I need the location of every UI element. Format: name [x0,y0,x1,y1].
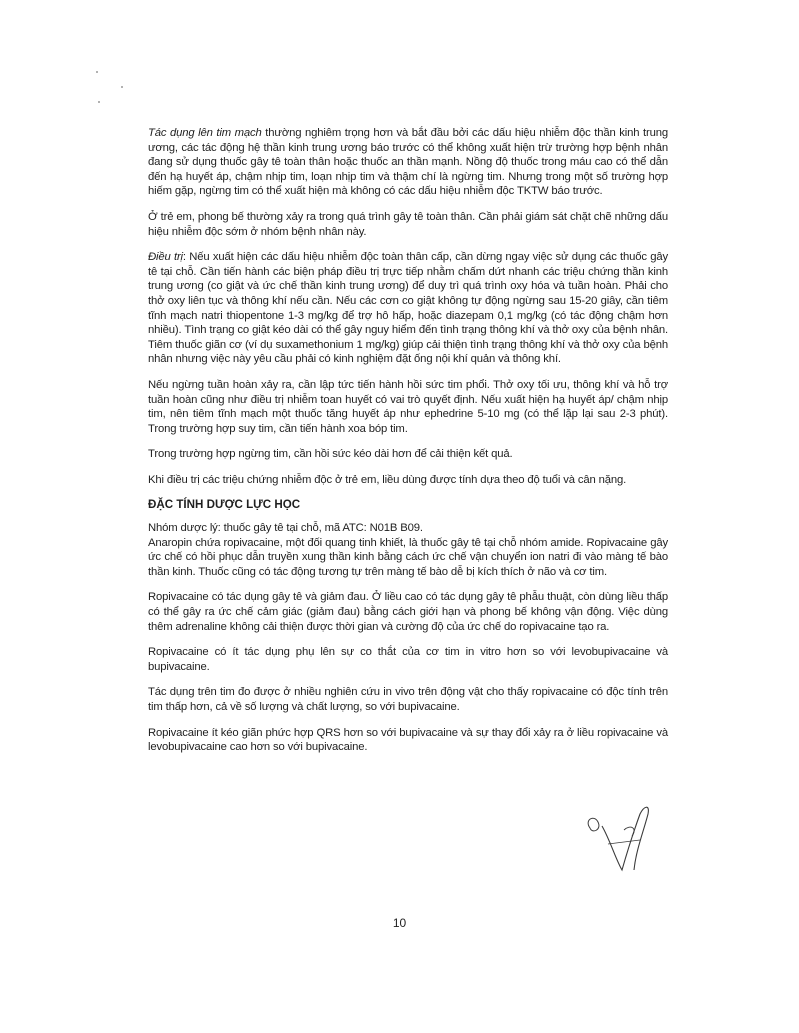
scan-speck [96,71,98,73]
paragraph-mechanism: Anaropin chứa ropivacaine, một đối quang tinh khiết, là thuốc gây tê tại chỗ nhóm amide. Ropivacaine gây ức chế có hồi phục dẫn truyền xung thần kinh bằng cách ức chế vận chuyển ion natri đi vào màng tế bào thần kinh. Thuốc cũng có tác động tương tự trên màng tế bào dễ bị kích thích ở não và cơ tim. [148,536,668,578]
paragraph-lead: Tác dụng lên tim mạch [148,127,262,139]
paragraph-treatment: Điều trị: Nếu xuất hiện các dấu hiệu nhiễm độc toàn thân cấp, cần dừng ngay việc sử dụng các thuốc gây tê tại chỗ. Cần tiến hành các biện pháp điều trị trực tiếp nhằm chấm dứt nhanh các triệu chứng thần kinh trung ương (co giật và ức chế thần kinh trung ương) để duy trì quá trình oxy hóa và tuần hoàn. Phải cho thở oxy liên tục và thông khí nếu cần. Nếu các cơn co giật không tự động ngừng sau 15-20 giây, cần tiêm tĩnh mạch natri thiopentone 1-3 mg/kg để trợ hô hấp, hoặc diazepam 0,1 mg/kg (có tác động chậm hơn nhiều). Tình trạng co giật kéo dài có thể gây nguy hiểm đến tình trạng thông khí và thở oxy của bệnh nhân. Tiêm thuốc giãn cơ (ví dụ suxamethonium 1 mg/kg) giúp cải thiện tình trạng thông khí và thở oxy của bệnh nhân nhưng việc này yêu cầu phải có kinh nghiệm đặt ống nội khí quản và thông khí. [148,251,668,366]
paragraph-qrs: Ropivacaine ít kéo giãn phức hợp QRS hơn so với bupivacaine và sự thay đổi xảy ra ở liều ropivacaine và levobupivacaine cao hơn so với bupivacaine. [148,726,668,754]
paragraph-cardiac-toxicity: Tác dụng trên tim đo được ở nhiều nghiên cứu in vivo trên động vật cho thấy ropivacaine có độc tính trên tim thấp hơn, cả về số lượng và chất lượng, so với bupivacaine. [148,686,668,713]
scan-speck [98,101,100,103]
paragraph-pharmacologic-group: Nhóm dược lý: thuốc gây tê tại chỗ, mã ATC: N01B B09. [148,522,423,535]
paragraph-pediatric-dosing: Khi điều trị các triệu chứng nhiễm độc ở trẻ em, liều dùng được tính dựa theo độ tuổi và cân nặng. [148,473,627,486]
paragraph-circulatory-arrest: Nếu ngừng tuần hoàn xảy ra, cần lập tức tiến hành hồi sức tim phổi. Thở oxy tối ưu, thông khí và hỗ trợ tuần hoàn cũng như điều trị nhiễm toan huyết có vai trò quyết định. Nếu xuất hiện hạ huyết áp/ chậm nhịp tim, nên tiêm tĩnh mạch một thuốc tăng huyết áp như ephedrine 5-10 mg (có thể lặp lại sau 2-3 phút). Trong trường hợp suy tim, cần tiến hành xoa bóp tim. [148,378,668,435]
paragraph-cardiac-arrest: Trong trường hợp ngừng tim, cần hồi sức kéo dài hơn để cải thiện kết quả. [148,448,513,461]
paragraph-anesthetic-effect: Ropivacaine có tác dụng gây tê và giảm đau. Ở liều cao có tác dụng gây tê phẫu thuật, còn dùng liều thấp có thể gây ra ức chế cảm giác (giảm đau) bằng cách giới hạn và phong bế không vận động. Việc dùng thêm adrenaline không cải thiện được thời gian và cường độ của ức chế do ropivacaine tạo ra. [148,591,668,633]
scan-speck [121,86,123,88]
document-body [148,126,668,766]
paragraph-cardiac-effects: Tác dụng lên tim mạch thường nghiêm trọng hơn và bắt đầu bởi các dấu hiệu nhiễm độc thần kinh trung ương, các tác động hệ thần kinh trung ương báo trước có thể không xuất hiện trừ trường hợp bệnh nhân đang sử dụng thuốc gây tê toàn thân hoặc thuốc an thần mạnh. Nồng độ thuốc trong máu cao có thể dẫn đến hạ huyết áp, chậm nhịp tim, loạn nhịp tim và thậm chí là ngừng tim. Nhưng trong một số trường hợp hiếm gặp, ngừng tim có thể xuất hiện mà không có các dấu hiệu nhiễm độc TKTW báo trước. [148,127,668,198]
handwritten-signature [580,800,670,880]
paragraph-children: Ở trẻ em, phong bế thường xảy ra trong quá trình gây tê toàn thân. Cần phải giám sát chặt chẽ những dấu hiệu nhiễm độc sớm ở nhóm bệnh nhân này. [148,210,668,238]
page-number: 10 [392,916,407,930]
section-heading: ĐẶC TÍNH DƯỢC LỰC HỌC [148,498,301,512]
paragraph-myocardial-effect: Ropivacaine có ít tác dụng phụ lên sự co thắt của cơ tim in vitro hơn so với levobupivacaine và bupivacaine. [148,646,668,673]
paragraph-lead: Điều trị [148,251,183,264]
